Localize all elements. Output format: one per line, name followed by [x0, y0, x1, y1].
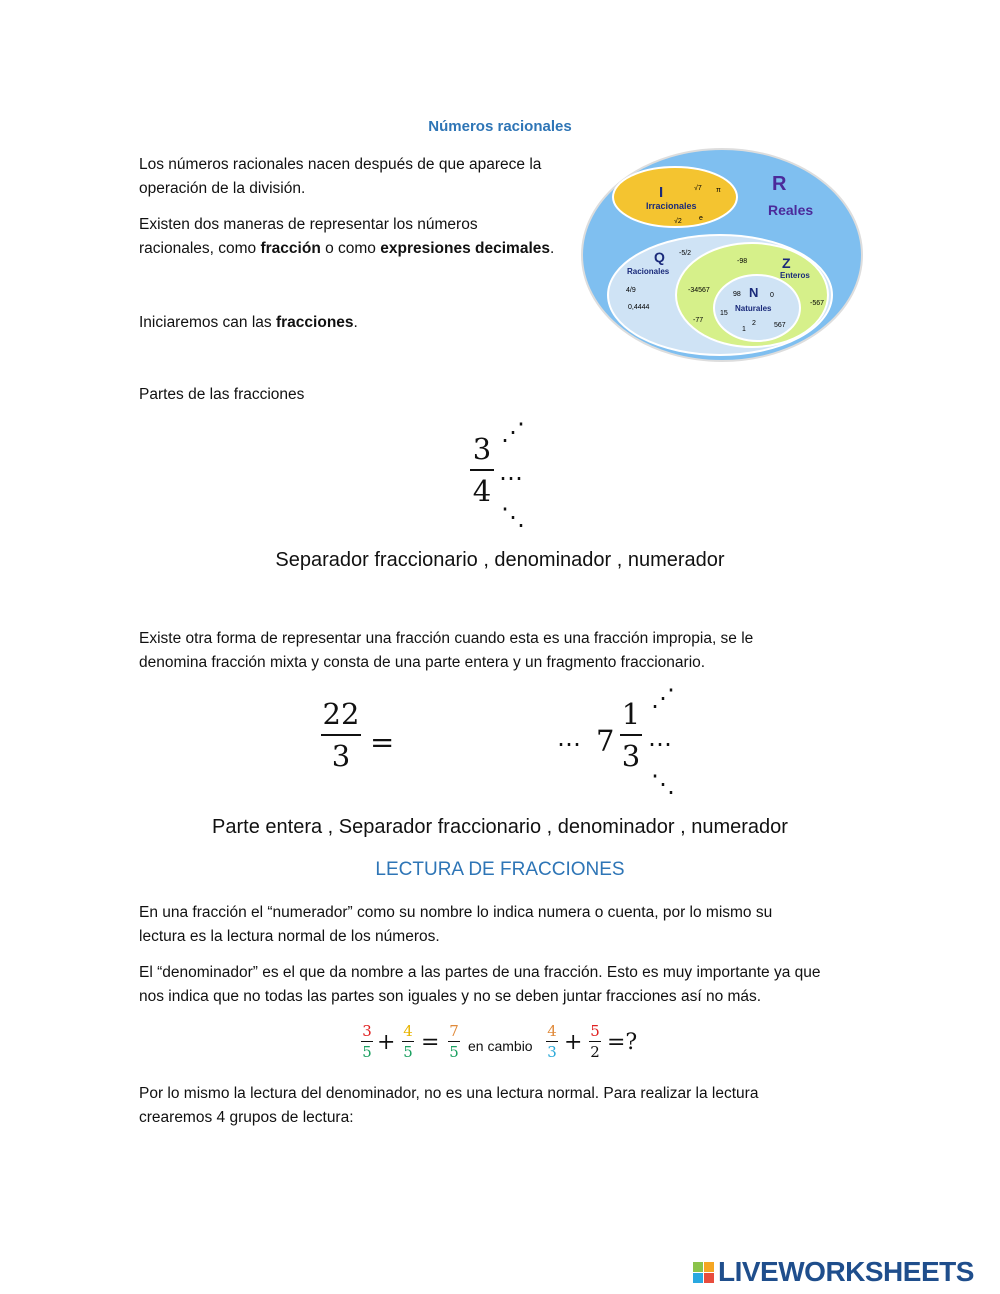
denominator: 5 — [449, 1043, 459, 1061]
number-sets-diagram — [580, 145, 865, 365]
set-item: √2 — [674, 218, 682, 225]
parts-heading: Partes de las fracciones — [139, 386, 305, 403]
set-symbol: I — [659, 184, 664, 201]
fraction — [361, 1022, 373, 1061]
parts-caption: Separador fraccionario , denominador , numerador — [275, 549, 725, 571]
text: o como — [320, 240, 381, 257]
text-line: nos indica que no todas las partes son iguales y no se deben juntar fracciones así no más. — [139, 988, 762, 1005]
section-heading: LECTURA DE FRACCIONES — [375, 859, 625, 880]
reading-paragraph-2 — [139, 961, 869, 1009]
fraction-1-3 — [620, 697, 642, 773]
mixed-caption: Parte entera , Separador fraccionario , denominador , numerador — [212, 816, 788, 838]
set-item: 567 — [774, 322, 786, 329]
fraction-bar — [589, 1041, 601, 1042]
text-line: Existe otra forma de representar una fracción cuando esta es una fracción impropia, se le — [139, 630, 754, 647]
text: Iniciaremos can las — [139, 314, 276, 331]
equals-question: =? — [607, 1030, 638, 1055]
set-item: 4/9 — [626, 287, 636, 294]
set-item: 98 — [733, 291, 741, 298]
fraction-bar — [361, 1041, 373, 1042]
fraction-bar — [448, 1041, 460, 1042]
text-line: denomina fracción mixta y consta de una parte entera y un fragmento fraccionario. — [139, 654, 706, 671]
fraction-22-3 — [321, 697, 361, 773]
set-item: 2 — [752, 320, 756, 327]
set-item: -5/2 — [679, 250, 692, 257]
text-line: En una fracción el “numerador” como su nombre lo indica numera o cuenta, por lo mismo su — [139, 904, 773, 921]
logo-icon — [693, 1262, 714, 1283]
text-line: Por lo mismo la lectura del denominador, no es una lectura normal. Para realizar la lectura — [139, 1085, 759, 1102]
set-item: 1 — [742, 326, 746, 333]
numerator: 22 — [322, 697, 360, 731]
blank-dots-down: ⋱ — [651, 770, 675, 798]
text-line: Los números racionales nacen después de que aparece la — [139, 156, 542, 173]
set-label: Racionales — [627, 267, 670, 276]
blank-dots-mid: ⋯ — [648, 730, 672, 758]
denominator: 2 — [590, 1043, 600, 1061]
page-title: Números racionales — [428, 118, 572, 135]
set-label: Reales — [768, 202, 814, 218]
set-item: e — [699, 215, 703, 222]
set-item: √7 — [694, 185, 702, 192]
equals-sign: = — [370, 725, 395, 759]
fraction — [546, 1022, 558, 1061]
numerator: 3 — [472, 432, 492, 466]
fraction-bar — [402, 1041, 414, 1042]
fraction-bar — [321, 734, 361, 736]
set-label: Enteros — [780, 271, 810, 280]
fraction-3-4 — [470, 432, 494, 508]
text-line: Existen dos maneras de representar los números — [139, 216, 478, 233]
set-item: 0,4444 — [628, 304, 650, 311]
set-item: -98 — [737, 258, 748, 265]
blank-dots-up: ⋰ — [501, 418, 525, 446]
set-symbol: Z — [782, 255, 791, 271]
set-symbol: R — [772, 173, 787, 195]
plus-sign: + — [564, 1030, 583, 1055]
equals-sign: = — [421, 1030, 440, 1055]
denominator: 3 — [547, 1043, 557, 1061]
numerator: 1 — [621, 697, 641, 731]
denominator: 5 — [362, 1043, 372, 1061]
blank-dots-mid: ⋯ — [499, 464, 523, 492]
mixed-paragraph — [139, 627, 869, 675]
set-item: 0 — [770, 292, 774, 299]
liveworksheets-logo — [693, 1256, 974, 1288]
text-line — [139, 237, 579, 261]
text: racionales, como — [139, 240, 261, 257]
numerator: 4 — [403, 1022, 413, 1040]
set-item: 15 — [720, 310, 728, 317]
logo-text: LIVEWORKSHEETS — [718, 1256, 974, 1287]
numerator: 7 — [449, 1022, 459, 1040]
intro-paragraph-1 — [139, 153, 579, 201]
plus-sign: + — [377, 1030, 396, 1055]
bold-text: fracciones — [275, 314, 354, 331]
text: . — [550, 240, 555, 257]
numerator: 5 — [590, 1022, 600, 1040]
denominator: 5 — [403, 1043, 413, 1061]
text-line: lectura es la lectura normal de los números. — [139, 928, 440, 945]
fraction-bar — [546, 1041, 558, 1042]
fraction — [589, 1022, 601, 1061]
fraction-bar — [470, 469, 494, 471]
bold-text: expresiones decimales — [380, 240, 550, 257]
denominator: 4 — [472, 474, 492, 508]
fraction — [402, 1022, 414, 1061]
set-symbol: Q — [654, 249, 665, 265]
equation-text: en cambio — [468, 1038, 533, 1054]
text-line: crearemos 4 grupos de lectura: — [139, 1109, 354, 1126]
whole-part: 7 — [596, 724, 615, 758]
numerator: 3 — [362, 1022, 372, 1040]
set-label: Irracionales — [646, 201, 697, 211]
set-item: -567 — [810, 300, 825, 307]
reading-paragraph-1 — [139, 901, 869, 949]
denominator: 3 — [621, 739, 641, 773]
bold-text: fracción — [260, 240, 321, 257]
denominator: 3 — [331, 739, 351, 773]
set-item: -34567 — [688, 287, 710, 294]
fraction — [448, 1022, 460, 1061]
fraction-bar — [620, 734, 642, 736]
set-item: -77 — [693, 317, 704, 324]
blank-dots-down: ⋱ — [501, 503, 525, 531]
set-item: π — [716, 187, 721, 194]
reading-paragraph-3 — [139, 1082, 869, 1130]
set-symbol: N — [749, 285, 759, 300]
set-label: Naturales — [735, 304, 772, 313]
text-line: operación de la división. — [139, 180, 306, 197]
blank-dots-up: ⋰ — [651, 684, 675, 712]
blank-dots-whole: ⋯ — [557, 730, 581, 758]
text: . — [353, 314, 358, 331]
intro-paragraph-2 — [139, 213, 579, 261]
text-line: El “denominador” es el que da nombre a las partes de una fracción. Esto es muy importante ya que — [139, 964, 821, 981]
numerator: 4 — [547, 1022, 557, 1040]
